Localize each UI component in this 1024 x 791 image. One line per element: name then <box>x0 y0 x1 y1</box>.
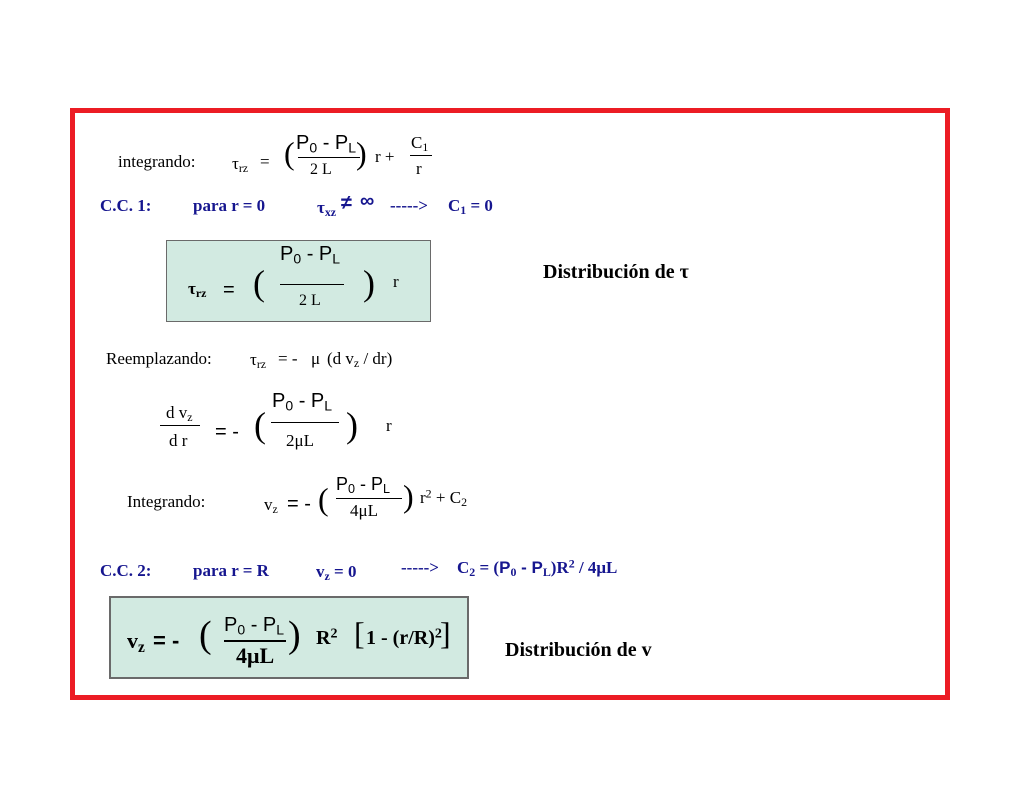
fraction-denominator: 2 L <box>310 161 332 178</box>
integrando-label: Integrando: <box>127 492 206 511</box>
tau-symbol: τ <box>250 350 257 369</box>
left-paren: ( <box>254 405 266 445</box>
p-symbol: P <box>499 558 511 577</box>
r-symbol: R <box>316 627 331 649</box>
c1-numerator <box>411 133 429 154</box>
tau-symbol: τ <box>317 198 325 217</box>
z-subscript: z <box>324 568 330 583</box>
c-symbol: C <box>448 196 461 215</box>
tau-symbol: τ <box>232 154 239 173</box>
minus-p: - P <box>301 243 333 265</box>
fraction-bar <box>298 157 360 158</box>
fraction-numerator <box>296 132 357 156</box>
bracket-body <box>366 628 442 648</box>
mu-symbol: μ <box>311 349 321 368</box>
zero-subscript: 0 <box>309 139 318 156</box>
equals-minus: = - <box>153 628 180 653</box>
left-paren: ( <box>284 135 295 171</box>
equals-minus: = - <box>287 493 311 515</box>
r-squared <box>316 628 337 648</box>
dr-denominator: d r <box>169 431 188 450</box>
two-exponent: 2 <box>434 626 442 642</box>
vz-lhs <box>127 628 145 656</box>
tau-symbol: τ <box>188 279 196 298</box>
plus-c: + C <box>435 488 462 507</box>
l-subscript: L <box>383 482 391 497</box>
tau-xz <box>317 198 337 219</box>
left-paren: ( <box>199 614 212 656</box>
zero-subscript: 0 <box>348 482 356 497</box>
right-paren: ) <box>356 135 367 171</box>
xz-subscript: xz <box>324 204 337 219</box>
fraction-denominator: 4μL <box>350 501 378 520</box>
fraction-bar <box>271 422 339 423</box>
v-symbol: v <box>127 628 138 653</box>
cc2-label: C.C. 2: <box>100 561 152 580</box>
two-exponent: 2 <box>330 626 338 642</box>
l-subscript: L <box>276 621 285 638</box>
z-subscript: z <box>353 355 360 370</box>
d-v: (d v <box>327 349 354 368</box>
fraction-numerator <box>272 390 333 414</box>
equals-open: = ( <box>479 558 500 577</box>
one-minus-r-over-r: 1 - (r/R) <box>366 627 435 649</box>
vz-lhs <box>264 495 278 516</box>
v-symbol: v <box>316 562 325 581</box>
minus-p: - P <box>355 474 384 494</box>
minus-p: - P <box>317 132 349 154</box>
distribution-tau-label: Distribución de τ <box>543 261 689 283</box>
over-dr: / dr) <box>363 349 393 368</box>
vz-zero <box>316 562 357 583</box>
v-symbol: v <box>264 495 273 514</box>
equals-sign: = <box>223 279 235 301</box>
r-plus: r + <box>375 147 395 166</box>
cc2-condition: para r = R <box>193 561 269 580</box>
fraction-bar <box>280 284 344 285</box>
c1-value: = 0 <box>470 196 493 215</box>
right-paren: ) <box>288 614 301 656</box>
minus-p: - P <box>245 614 277 636</box>
dv-numerator <box>166 403 193 424</box>
two-exponent: 2 <box>568 556 575 571</box>
l-subscript: L <box>542 564 551 579</box>
two-exponent: 2 <box>425 486 432 501</box>
equals-minus: = - <box>278 349 298 368</box>
cc1-result <box>448 196 493 217</box>
right-paren: ) <box>363 263 375 303</box>
cc1-condition: para r = 0 <box>193 196 266 215</box>
p-symbol: P <box>336 474 349 494</box>
p-symbol: P <box>224 614 238 636</box>
minus-p: - P <box>516 558 543 577</box>
c1-denominator: r <box>416 159 422 178</box>
left-bracket: [ <box>354 615 365 651</box>
d-v: d v <box>166 403 188 422</box>
cc1-arrow: -----> <box>390 196 428 215</box>
dv-fraction-bar <box>160 425 200 426</box>
over-4-mu-l: / 4μL <box>574 558 618 577</box>
one-subscript: 1 <box>422 139 429 154</box>
fraction-bar <box>336 498 402 499</box>
fraction-numerator <box>336 474 391 497</box>
zero-subscript: 0 <box>237 621 246 638</box>
reemplazando-label: Reemplazando: <box>106 349 212 368</box>
two-subscript: 2 <box>469 564 476 579</box>
fraction-denominator: 2μL <box>286 431 314 450</box>
cc2-arrow: -----> <box>401 558 439 577</box>
l-subscript: L <box>348 139 357 156</box>
two-subscript: 2 <box>461 494 468 509</box>
infinity-symbol: ∞ <box>360 190 375 212</box>
z-subscript: z <box>187 409 193 424</box>
p-symbol: P <box>280 243 294 265</box>
p-symbol: P <box>272 390 286 412</box>
tau-rz <box>250 350 267 371</box>
fraction-denominator: 2 L <box>299 292 321 309</box>
zero-subscript: 0 <box>285 397 294 414</box>
left-paren: ( <box>318 481 329 517</box>
right-paren: ) <box>403 478 414 514</box>
r-symbol: r <box>420 488 426 507</box>
not-equal-sign: ≠ <box>341 192 352 214</box>
zero-subscript: 0 <box>293 250 302 267</box>
c1-fraction-bar <box>410 155 432 156</box>
fraction-bar <box>224 640 286 642</box>
l-subscript: L <box>332 250 341 267</box>
p-symbol: P <box>296 132 310 154</box>
r-factor: r <box>386 416 392 435</box>
fraction-numerator <box>280 243 341 267</box>
fraction-numerator <box>224 614 285 638</box>
z-subscript: z <box>138 638 145 656</box>
left-paren: ( <box>253 263 265 303</box>
derivative-expression <box>327 349 393 370</box>
l-subscript: L <box>324 397 333 414</box>
rz-subscript: rz <box>256 356 267 371</box>
integrando-label: integrando: <box>118 152 196 171</box>
fraction-denominator: 4μL <box>236 643 275 668</box>
close-r: )R <box>550 558 569 577</box>
minus-p: - P <box>293 390 325 412</box>
one-subscript: 1 <box>460 202 467 217</box>
equals-minus: = - <box>215 421 239 443</box>
r-squared-plus-c2 <box>420 486 468 509</box>
vz-value: = 0 <box>334 562 357 581</box>
right-paren: ) <box>346 405 358 445</box>
cc2-result <box>457 556 618 579</box>
r-factor: r <box>393 272 399 291</box>
zero-subscript: 0 <box>510 564 517 579</box>
rz-subscript: rz <box>238 160 249 175</box>
c-symbol: C <box>457 558 470 577</box>
distribution-v-label: Distribución de v <box>505 639 652 661</box>
rz-subscript: rz <box>195 285 207 300</box>
tau-rz-lhs <box>188 279 207 300</box>
c-symbol: C <box>411 133 423 152</box>
tau-rz-lhs <box>232 154 249 175</box>
z-subscript: z <box>272 501 278 516</box>
equals-sign: = <box>260 152 270 171</box>
cc1-label: C.C. 1: <box>100 196 152 215</box>
right-bracket: ] <box>440 615 451 651</box>
